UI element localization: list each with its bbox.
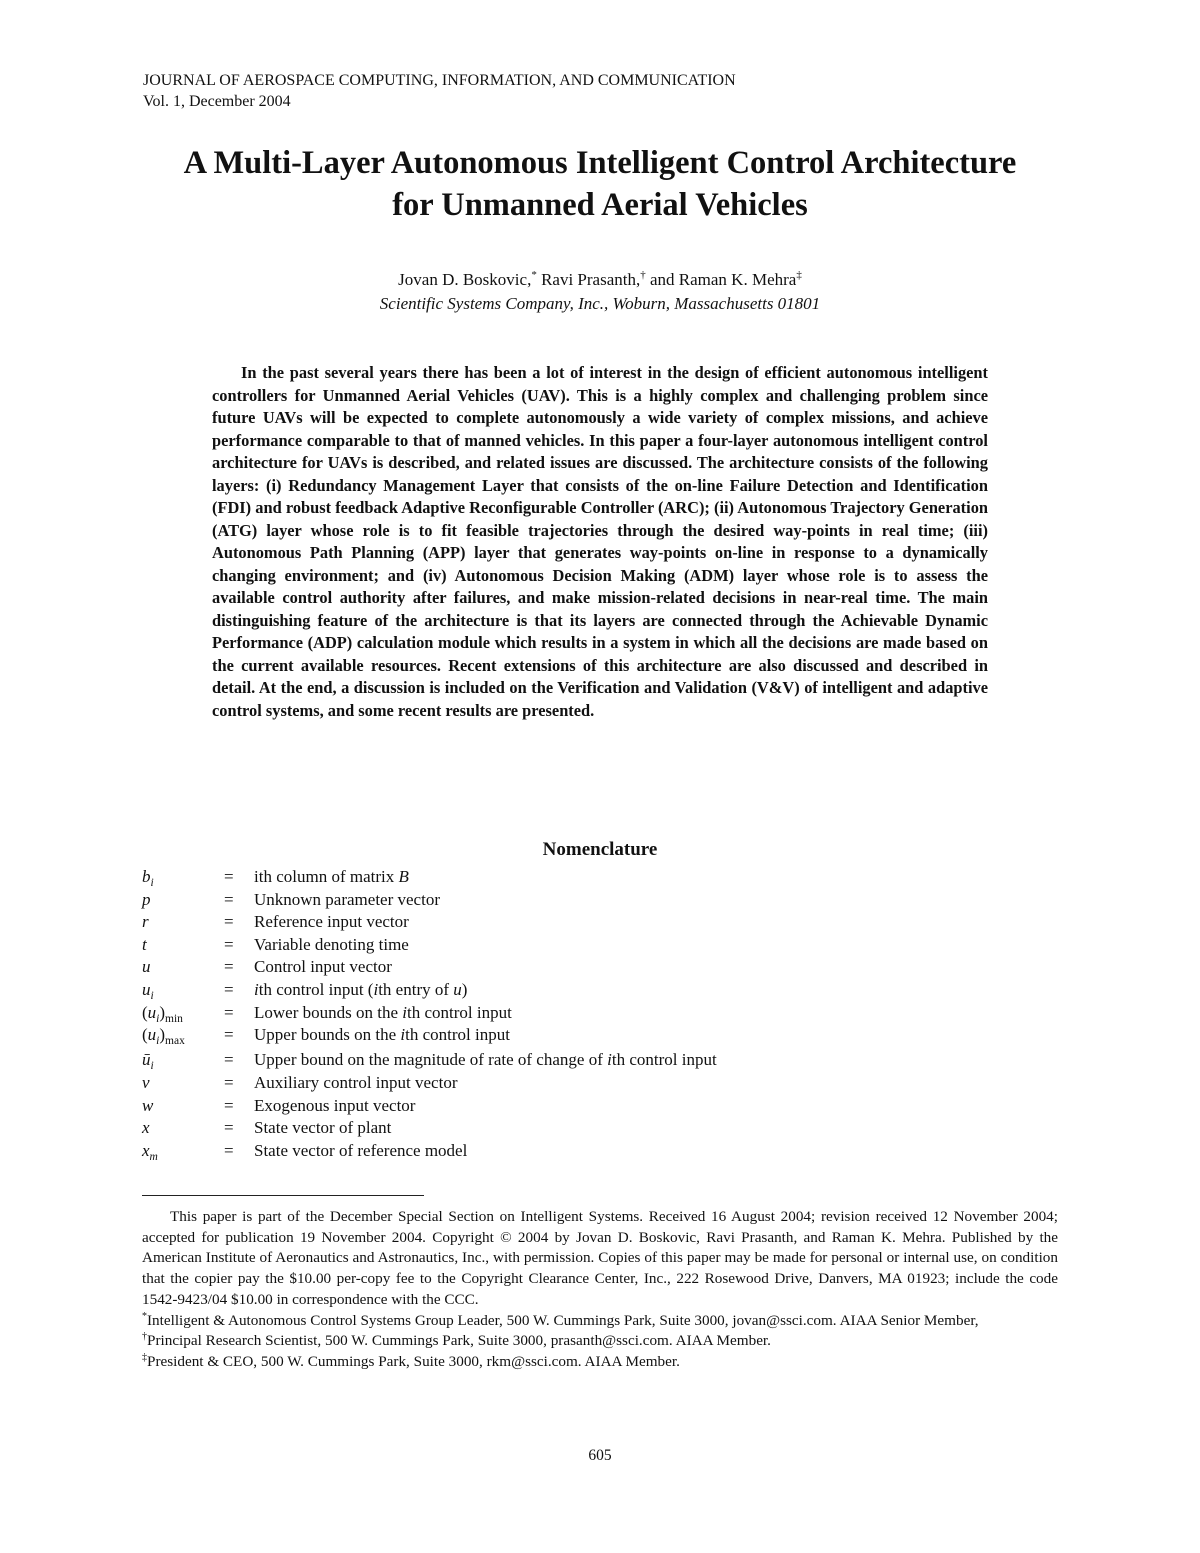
footnote-mehra: ‡President & CEO, 500 W. Cummings Park, Suite 3000, rkm@ssci.com. AIAA Member. (142, 1351, 680, 1370)
nomenclature-row (142, 1140, 1042, 1163)
nomenclature-definition: Lower bounds on the ith control input (254, 1002, 512, 1022)
affiliation: Scientific Systems Company, Inc., Woburn, Massachusetts 01801 (379, 294, 821, 313)
nomenclature-symbol: r (142, 912, 149, 932)
equals-sign: = (224, 1073, 234, 1093)
nomenclature-row (142, 866, 1042, 889)
footnote-divider (142, 1195, 424, 1196)
nomenclature-row (142, 1095, 1042, 1118)
nomenclature-definition: Unknown parameter vector (254, 889, 440, 909)
page-number: 605 (588, 1447, 612, 1464)
paper-title-line-2: for Unmanned Aerial Vehicles (392, 187, 808, 223)
nomenclature-definition: Upper bounds on the ith control input (254, 1025, 510, 1045)
nomenclature-symbol: p (142, 889, 151, 909)
nomenclature-row (142, 1072, 1042, 1095)
nomenclature-symbol: $x_m$ (142, 1141, 158, 1164)
author-mark-1: * (531, 269, 537, 281)
author-prasanth: Ravi Prasanth, (541, 270, 641, 289)
paper-title-line-1: A Multi-Layer Autonomous Intelligent Control Architecture (183, 145, 1017, 181)
author-list (100, 268, 1100, 291)
equals-sign: = (224, 1025, 234, 1045)
author-boskovic: Jovan D. Boskovic, (398, 270, 532, 289)
footnote-boskovic: *Intelligent & Autonomous Control Systems Group Leader, 500 W. Cummings Park, Suite 3000, jovan@ssci.com. AIAA Senior Member, (142, 1310, 979, 1329)
equals-sign: = (224, 1002, 234, 1022)
paper-title (100, 142, 1100, 226)
nomenclature-definition: State vector of reference model (254, 1141, 468, 1161)
nomenclature-row (142, 979, 1042, 1002)
nomenclature-definition: Upper bound on the magnitude of rate of change of ith control input (254, 1049, 717, 1069)
nomenclature-symbol: $u_i$ (142, 979, 154, 1002)
footnote-mark-3: ‡ (142, 1351, 147, 1363)
nomenclature-definition: ith column of matrix B (254, 867, 409, 886)
author-mark-3: ‡ (796, 269, 802, 281)
author-mehra: Raman K. Mehra (678, 270, 797, 289)
nomenclature-row (142, 1002, 1042, 1025)
nomenclature-symbol: t (142, 934, 147, 954)
nomenclature-symbol: x (142, 1118, 150, 1138)
nomenclature-definition: Reference input vector (254, 912, 409, 932)
nomenclature-list (142, 866, 1042, 1163)
footnote-prasanth: †Principal Research Scientist, 500 W. Cummings Park, Suite 3000, prasanth@ssci.com. AIAA Member. (142, 1331, 771, 1350)
equals-sign: = (224, 1095, 234, 1115)
nomenclature-row (142, 911, 1042, 934)
nomenclature-definition: State vector of plant (254, 1118, 392, 1138)
nomenclature-definition: Variable denoting time (254, 934, 409, 954)
footnote-mark-1: * (142, 1310, 147, 1322)
nomenclature-symbol: w (142, 1095, 154, 1115)
equals-sign: = (224, 912, 234, 932)
nomenclature-row (142, 1024, 1042, 1047)
footnote-mark-2: † (142, 1331, 147, 1343)
abstract: In the past several years there has been a lot of interest in the design of efficient autonomous intelligent controllers for Unmanned Aerial Vehicles (UAV). This is a highly complex and challenging problem since future UAVs will be expected to complete autonomously a wide variety of complex missions, and achieve performance comparable to that of manned vehicles. In this paper a four-layer autonomous intelligent control architecture for UAVs is described, and related issues are discussed. The architecture consists of the following layers: (i) Redundancy Management Layer that consists of the on-line Failure Detection and Identification (FDI) and robust feedback Adaptive Reconfigurable Controller (ARC); (ii) Autonomous Trajectory Generation (ATG) layer whose role is to fit feasible trajectories through the desired way-points in real time; (iii) Autonomous Path Planning (APP) layer that generates way-points on-line in response to a dynamically changing environment; and (iv) Autonomous Decision Making (ADM) layer whose role is to assess the available control authority after failures, and make mission-related decisions in near-real time. The main distinguishing feature of the architecture is that its layers are connected through the Achievable Dynamic Performance (ADP) calculation module which results in a system in which all the decisions are made based on the current available resources. Recent extensions of this architecture are also discussed and described in detail. At the end, a discussion is included on the Verification and Validation (V&V) of intelligent and adaptive control systems, and some recent results are presented. (212, 363, 988, 720)
equals-sign: = (224, 1049, 234, 1069)
equals-sign: = (224, 979, 234, 999)
journal-volume: Vol. 1, December 2004 (143, 93, 291, 110)
equals-sign: = (224, 957, 234, 977)
nomenclature-row (142, 1117, 1042, 1140)
equals-sign: = (224, 889, 234, 909)
equals-sign: = (224, 1118, 234, 1138)
footnotes (142, 1207, 1058, 1373)
nomenclature-row (142, 1047, 1042, 1073)
nomenclature-definition: Exogenous input vector (254, 1095, 416, 1115)
nomenclature-symbol: $(u_i)_{max}$ (142, 1025, 185, 1048)
nomenclature-row (142, 889, 1042, 912)
nomenclature-definition: Auxiliary control input vector (254, 1073, 458, 1093)
journal-name: JOURNAL OF AEROSPACE COMPUTING, INFORMATION, AND COMMUNICATION (143, 72, 736, 89)
nomenclature-heading: Nomenclature (542, 839, 658, 860)
author-mark-2: † (640, 269, 646, 281)
nomenclature-symbol: u (142, 957, 151, 977)
footnote-publication-info: This paper is part of the December Special Section on Intelligent Systems. Received 16 August 2004; revision received 12 November 2004; accepted for publication 19 November 2004. Copyright © 2004 by Jovan D. Boskovic, Ravi Prasanth, and Raman K. Mehra. Published by the American Institute of Aeronautics and Astronautics, Inc., with permission. Copies of this paper may be made for personal or internal use, on condition that the copier pay the $10.00 per-copy fee to the Copyright Clearance Center, Inc., 222 Rosewood Drive, Danvers, MA 01923; include the code 1542-9423/04 $10.00 in correspondence with the CCC. (142, 1208, 1058, 1308)
journal-header (143, 70, 736, 112)
equals-sign: = (224, 934, 234, 954)
equals-sign: = (224, 1141, 234, 1161)
nomenclature-definition: Control input vector (254, 957, 392, 977)
nomenclature-symbol: $b_i$ (142, 867, 154, 889)
nomenclature-symbol: v (142, 1073, 150, 1093)
nomenclature-symbol: $(u_i)_{min}$ (142, 1002, 183, 1025)
equals-sign: = (224, 867, 234, 886)
nomenclature-row (142, 934, 1042, 957)
nomenclature-definition: ith control input (ith entry of u) (254, 979, 468, 999)
nomenclature-symbol: $ū_i$ (142, 1049, 154, 1072)
author-connector: and (649, 270, 675, 289)
nomenclature-row (142, 956, 1042, 979)
